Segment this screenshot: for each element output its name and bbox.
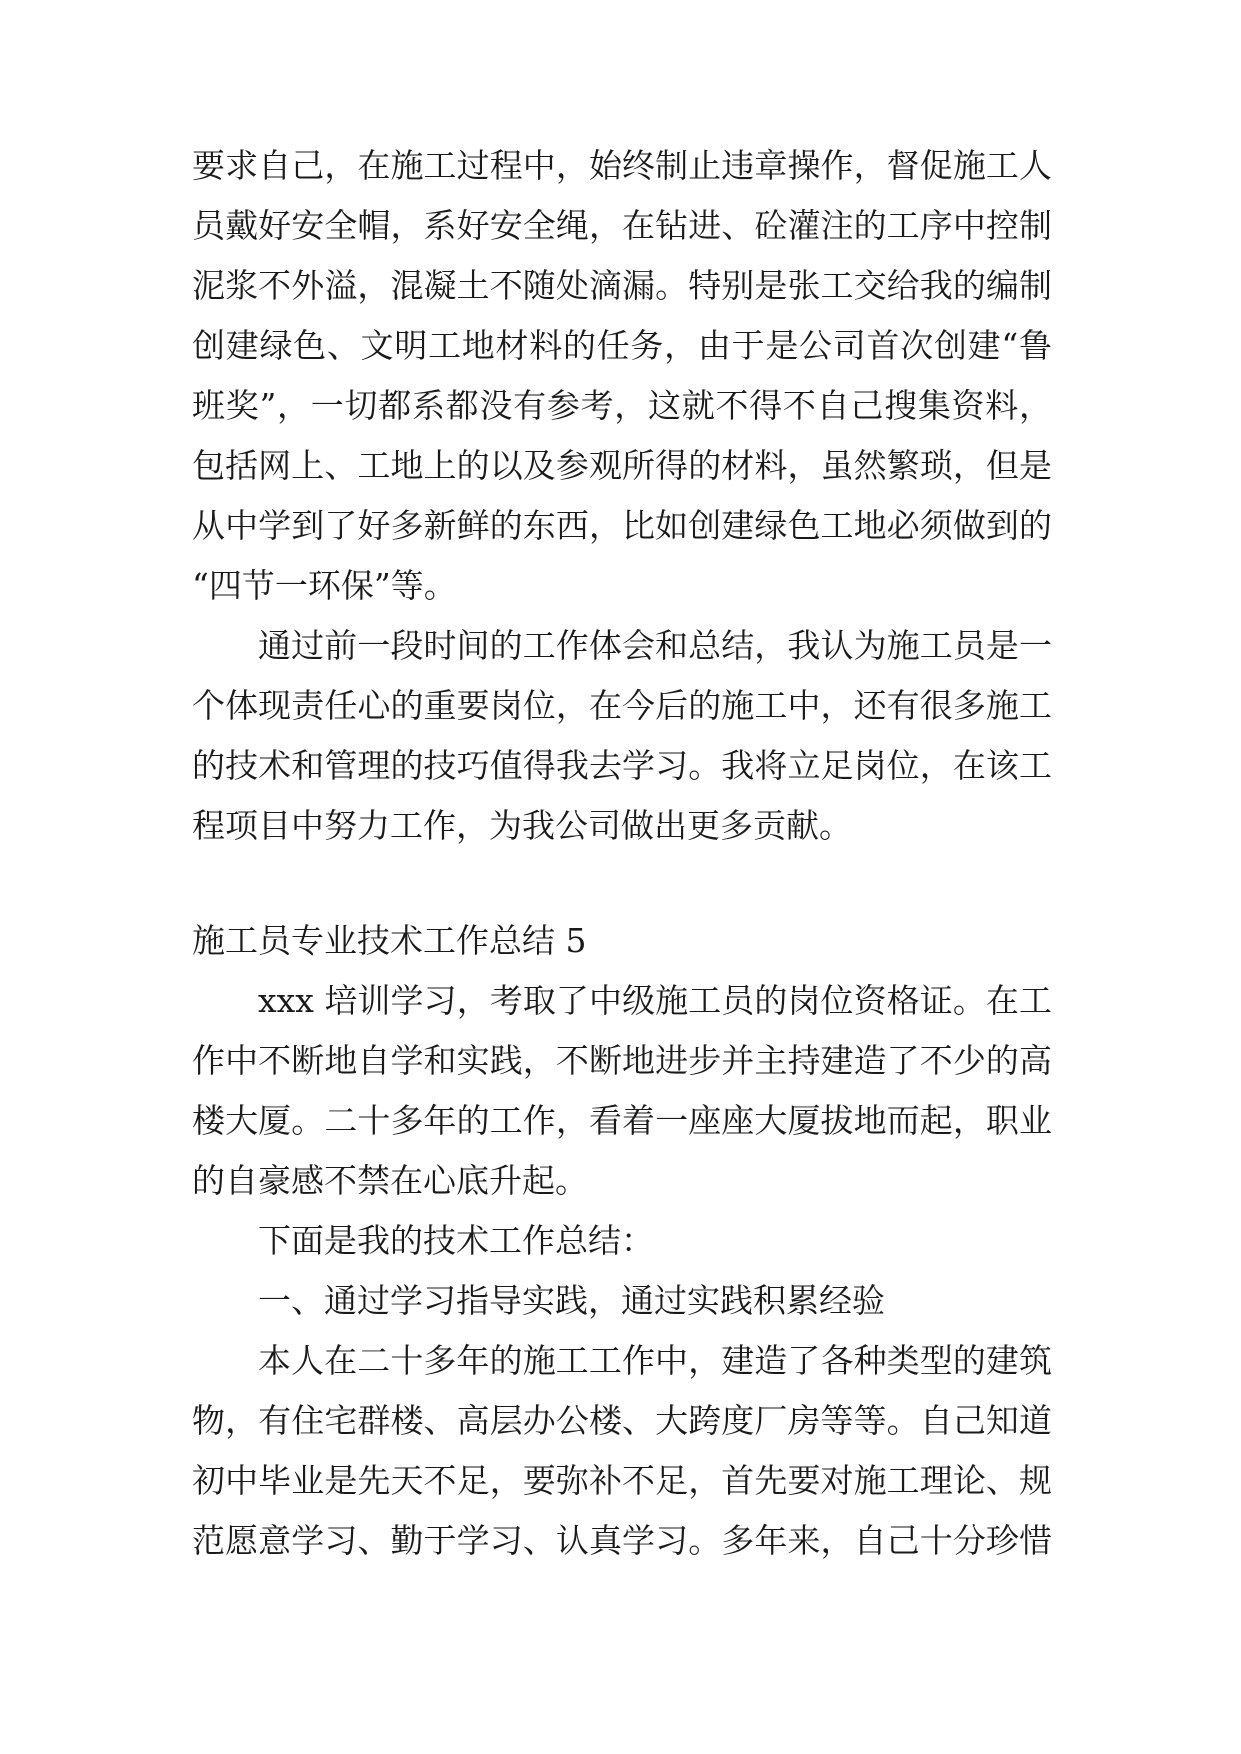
paragraph-line: 员戴好安全帽，系好安全绳，在钻进、砼灌注的工序中控制 xyxy=(192,206,1052,245)
paragraph-line: 包括网上、工地上的以及参观所得的材料，虽然繁琐，但是 xyxy=(192,446,1052,485)
paragraph-line: 从中学到了好多新鲜的东西，比如创建绿色工地必须做到的 xyxy=(192,506,1052,545)
paragraph-line: 班奖”，一切都系都没有参考，这就不得不自己搜集资料， xyxy=(192,386,1052,425)
paragraph-line: 创建绿色、文明工地材料的任务，由于是公司首次创建“鲁 xyxy=(192,326,1052,365)
paragraph-line: 个体现责任心的重要岗位，在今后的施工中，还有很多施工 xyxy=(192,686,1052,725)
paragraph-line: 范愿意学习、勤于学习、认真学习。多年来，自己十分珍惜 xyxy=(192,1521,1052,1560)
subheading: 一、通过学习指导实践，通过实践积累经验 xyxy=(258,1281,885,1320)
paragraph-line: “四节一环保”等。 xyxy=(192,566,457,605)
paragraph-line: 的自豪感不禁在心底升起。 xyxy=(192,1161,588,1200)
paragraph-line: 初中毕业是先天不足，要弥补不足，首先要对施工理论、规 xyxy=(192,1461,1052,1500)
paragraph-line: 程项目中努力工作，为我公司做出更多贡献。 xyxy=(192,806,852,845)
paragraph-line: 要求自己，在施工过程中，始终制止违章操作，督促施工人 xyxy=(192,146,1052,185)
paragraph-line: 楼大厦。二十多年的工作，看着一座座大厦拔地而起，职业 xyxy=(192,1101,1052,1140)
paragraph-line: 物，有住宅群楼、高层办公楼、大跨度厂房等等。自己知道 xyxy=(192,1401,1052,1440)
paragraph-line: 泥浆不外溢，混凝土不随处滴漏。特别是张工交给我的编制 xyxy=(192,266,1052,305)
paragraph-line: 的技术和管理的技巧值得我去学习。我将立足岗位，在该工 xyxy=(192,746,1052,785)
paragraph-line: 通过前一段时间的工作体会和总结，我认为施工员是一 xyxy=(258,626,1052,665)
paragraph-line: 作中不断地自学和实践，不断地进步并主持建造了不少的高 xyxy=(192,1041,1052,1080)
paragraph-line: 下面是我的技术工作总结： xyxy=(258,1221,654,1260)
section-heading: 施工员专业技术工作总结 5 xyxy=(192,921,587,960)
paragraph-line: 本人在二十多年的施工工作中，建造了各种类型的建筑 xyxy=(258,1341,1052,1380)
paragraph-line: xxx 培训学习，考取了中级施工员的岗位资格证。在工 xyxy=(258,981,1052,1020)
